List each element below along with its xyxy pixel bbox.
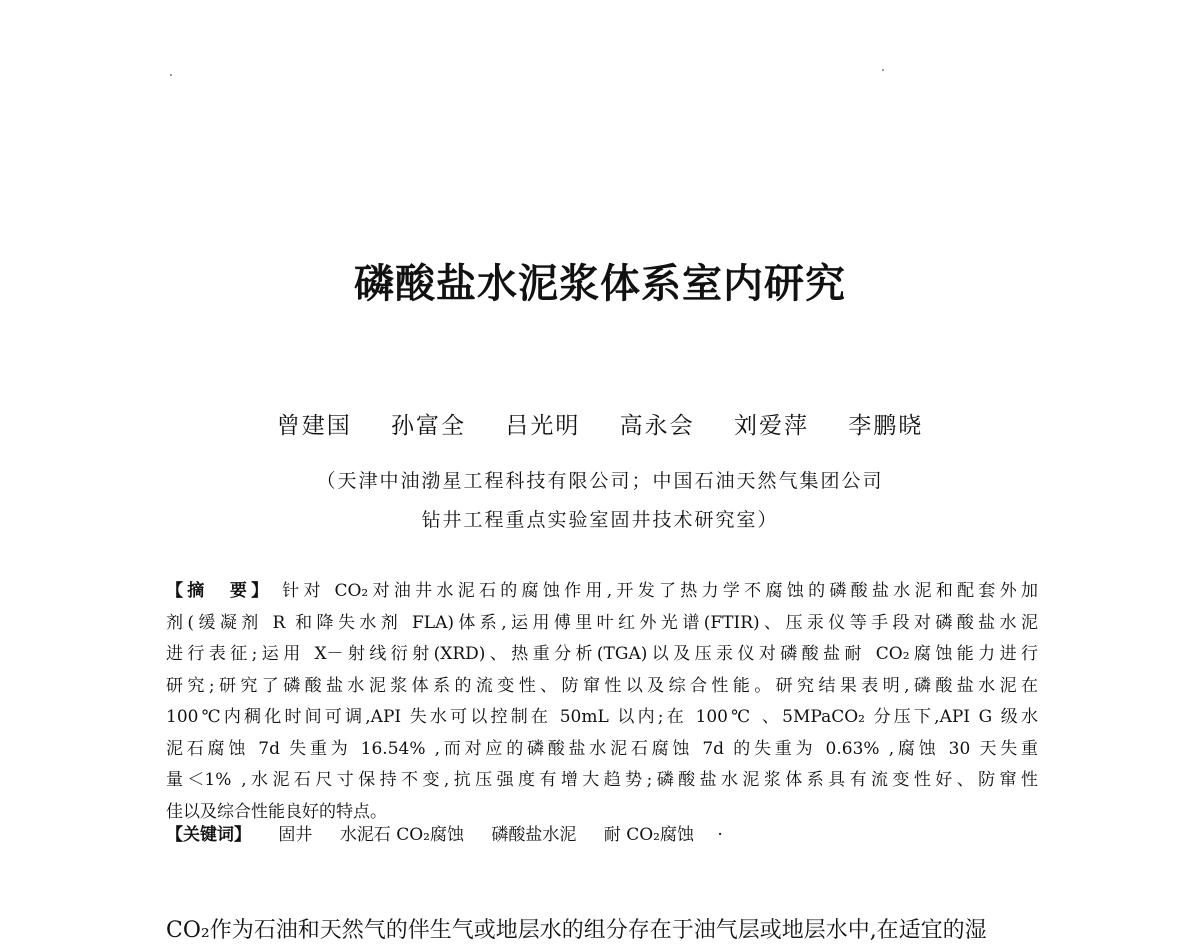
abstract-line: 研究;研究了磷酸盐水泥浆体系的流变性、防窜性以及综合性能。研究结果表明,磷酸盐水泥在 xyxy=(166,675,1038,696)
author: 曾建国 xyxy=(276,413,352,439)
abstract-line: 100℃内稠化时间可调,API 失水可以控制在 50mL 以内;在 100℃ 、5MPaCO₂ 分压下,API G 级水 xyxy=(166,707,1038,727)
abstract-line: 量＜1% ,水泥石尺寸保持不变,抗压强度有增大趋势;磷酸盐水泥浆体系具有流变性好、防窜性 xyxy=(166,770,1038,790)
author: 高永会 xyxy=(619,413,695,439)
scan-speck-right xyxy=(882,69,884,71)
author: 李鹏晓 xyxy=(848,413,924,439)
keyword: 磷酸盐水泥 xyxy=(491,825,577,845)
abstract-text: 针对 CO₂对油井水泥石的腐蚀作用,开发了热力学不腐蚀的磷酸盐水泥和配套外加 xyxy=(282,581,1038,601)
scan-speck-left xyxy=(170,74,172,76)
abstract-line: 佳以及综合性能良好的特点。 xyxy=(166,801,387,822)
keywords xyxy=(166,820,1038,852)
keyword: 水泥石 CO₂腐蚀 xyxy=(339,825,464,845)
affiliation-line-2: 钻井工程重点实验室固井技术研究室） xyxy=(421,509,779,531)
abstract-line: 泥石腐蚀 7d 失重为 16.54% ,而对应的磷酸盐水泥石腐蚀 7d 的失重为 0.63% ,腐蚀 30 天失重 xyxy=(166,738,1038,759)
body-first-line: CO₂作为石油和天然气的伴生气或地层水的组分存在于油气层或地层水中,在适宜的湿 xyxy=(166,918,987,943)
abstract-line xyxy=(166,576,1038,608)
keywords-trailing-mark: · xyxy=(717,825,723,845)
author-list xyxy=(0,407,1200,440)
paper-title: 磷酸盐水泥浆体系室内研究 xyxy=(354,260,846,307)
abstract-line: 进行表征;运用 X－射线衍射(XRD)、热重分析(TGA)以及压汞仪对磷酸盐耐 CO₂腐蚀能力进行 xyxy=(166,644,1038,664)
keyword: 固井 xyxy=(278,825,313,845)
author: 孙富全 xyxy=(391,413,467,439)
abstract-label: 【摘 要】 xyxy=(166,581,273,601)
abstract-line: 剂(缓凝剂 R 和降失水剂 FLA)体系,运用傅里叶红外光谱(FTIR)、压汞仪等手段对磷酸盐水泥 xyxy=(166,612,1038,633)
affiliation-line-1: （天津中油渤星工程科技有限公司；中国石油天然气集团公司 xyxy=(316,470,884,492)
keywords-label: 【关键词】 xyxy=(166,825,251,845)
author: 刘爱萍 xyxy=(733,413,809,439)
author: 吕光明 xyxy=(505,413,581,439)
keyword: 耐 CO₂腐蚀 xyxy=(603,825,694,845)
abstract xyxy=(166,576,1038,828)
